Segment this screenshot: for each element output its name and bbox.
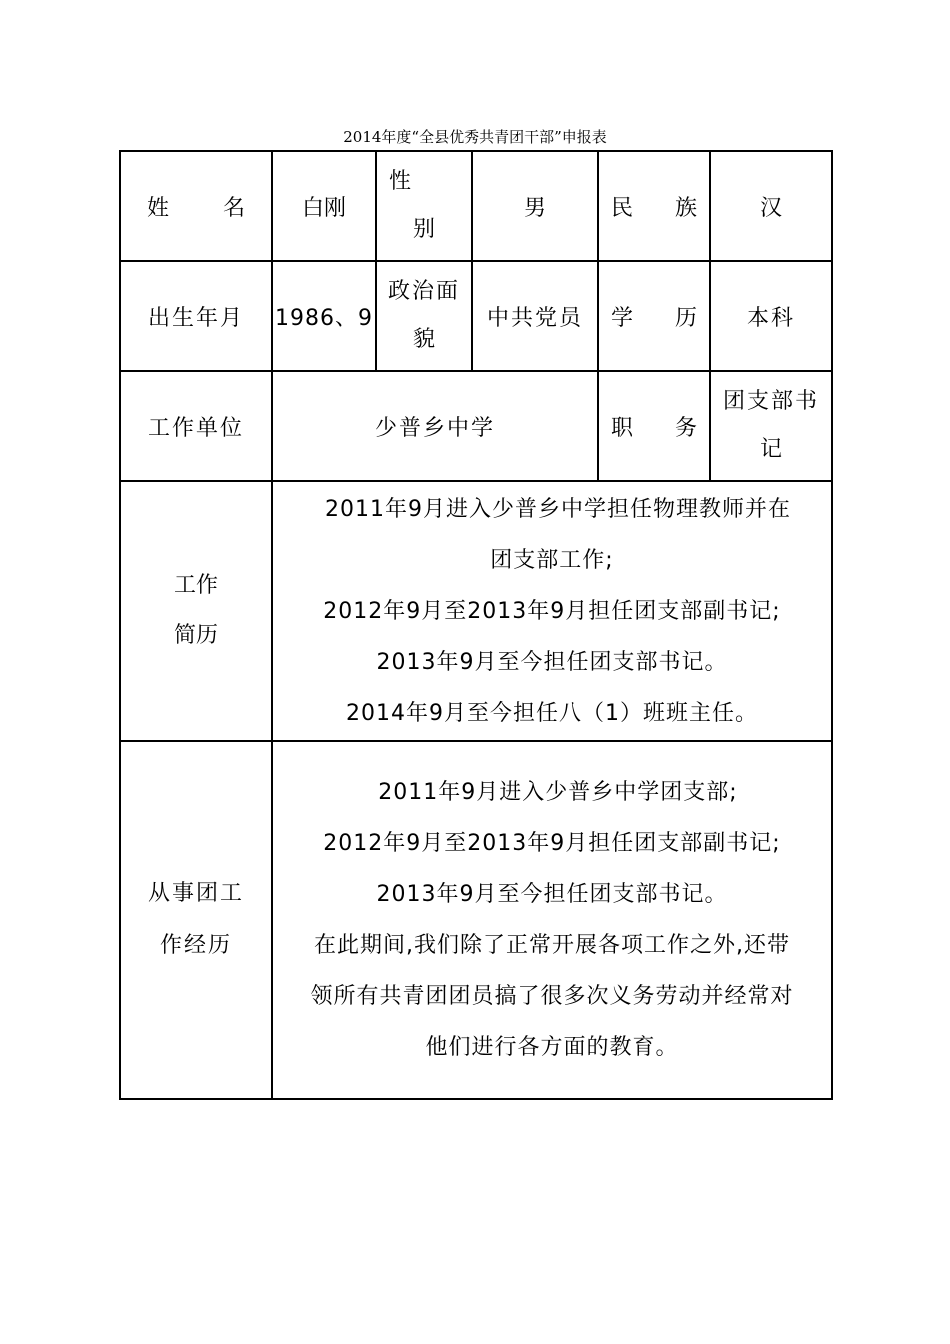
ethnic-value: 汉 bbox=[710, 151, 832, 261]
ethnic-label-cell bbox=[598, 151, 710, 261]
row-league-experience bbox=[120, 741, 832, 1099]
application-form-table bbox=[119, 150, 833, 1100]
birth-label: 出生年月 bbox=[120, 261, 272, 371]
position-label-part1: 职 bbox=[610, 415, 633, 441]
name-label-part2: 名 bbox=[222, 195, 245, 221]
league-experience-label-line2: 作经历 bbox=[159, 933, 232, 958]
education-value: 本科 bbox=[710, 261, 832, 371]
league-experience-content bbox=[272, 741, 832, 1099]
work-unit-value: 少普乡中学 bbox=[272, 371, 598, 481]
work-unit-label: 工作单位 bbox=[120, 371, 272, 481]
work-resume-line: 2014年9月至今担任八（1）班班主任。 bbox=[346, 700, 758, 726]
education-label-part2: 历 bbox=[675, 305, 698, 331]
league-experience-label-line1: 从事团工 bbox=[147, 881, 244, 906]
position-label-cell bbox=[598, 371, 710, 481]
work-resume-label-line2: 简历 bbox=[173, 623, 218, 648]
row-work-resume bbox=[120, 481, 832, 741]
work-resume-line: 2013年9月至今担任团支部书记。 bbox=[376, 649, 728, 675]
position-value-line2: 记 bbox=[759, 437, 782, 462]
work-resume-line: 2011年9月进入少普乡中学担任物理教师并在 bbox=[325, 496, 791, 522]
row-work-unit bbox=[120, 371, 832, 481]
political-label-line2: 貌 bbox=[412, 327, 435, 352]
work-resume-line: 2012年9月至2013年9月担任团支部副书记; bbox=[323, 598, 781, 624]
league-experience-line: 在此期间,我们除了正常开展各项工作之外,还带 bbox=[314, 933, 790, 958]
birth-value: 1986、9 bbox=[272, 261, 376, 371]
gender-label-line1: 性 bbox=[389, 169, 412, 194]
gender-label-cell bbox=[376, 151, 472, 261]
gender-label-line2: 别 bbox=[413, 217, 436, 242]
league-experience-line: 2011年9月进入少普乡中学团支部; bbox=[378, 780, 738, 805]
work-resume-content bbox=[272, 481, 832, 741]
league-experience-label-cell bbox=[120, 741, 272, 1099]
name-value: 白刚 bbox=[272, 151, 376, 261]
work-resume-line: 团支部工作; bbox=[490, 547, 614, 573]
political-label-line1: 政治面 bbox=[387, 279, 460, 304]
position-value-cell bbox=[710, 371, 832, 481]
row-birth-info bbox=[120, 261, 832, 371]
ethnic-label-part2: 族 bbox=[675, 195, 698, 221]
league-experience-line: 2012年9月至2013年9月担任团支部副书记; bbox=[323, 831, 781, 856]
work-resume-label-cell bbox=[120, 481, 272, 741]
league-experience-line: 他们进行各方面的教育。 bbox=[425, 1035, 679, 1060]
position-value-line1: 团支部书 bbox=[722, 389, 819, 414]
league-experience-line: 领所有共青团团员搞了很多次义务劳动并经常对 bbox=[310, 984, 794, 1009]
work-resume-label-line1: 工作 bbox=[173, 573, 218, 598]
political-label-cell bbox=[376, 261, 472, 371]
position-label-part2: 务 bbox=[675, 415, 698, 441]
education-label-part1: 学 bbox=[610, 305, 633, 331]
name-label-part1: 姓 bbox=[147, 195, 170, 221]
ethnic-label-part1: 民 bbox=[610, 195, 633, 221]
form-title: 2014年度“全县优秀共青团干部”申报表 bbox=[343, 128, 607, 146]
name-label-cell bbox=[120, 151, 272, 261]
gender-value: 男 bbox=[472, 151, 598, 261]
league-experience-line: 2013年9月至今担任团支部书记。 bbox=[376, 882, 728, 907]
row-basic-info bbox=[120, 151, 832, 261]
political-value: 中共党员 bbox=[472, 261, 598, 371]
education-label-cell bbox=[598, 261, 710, 371]
